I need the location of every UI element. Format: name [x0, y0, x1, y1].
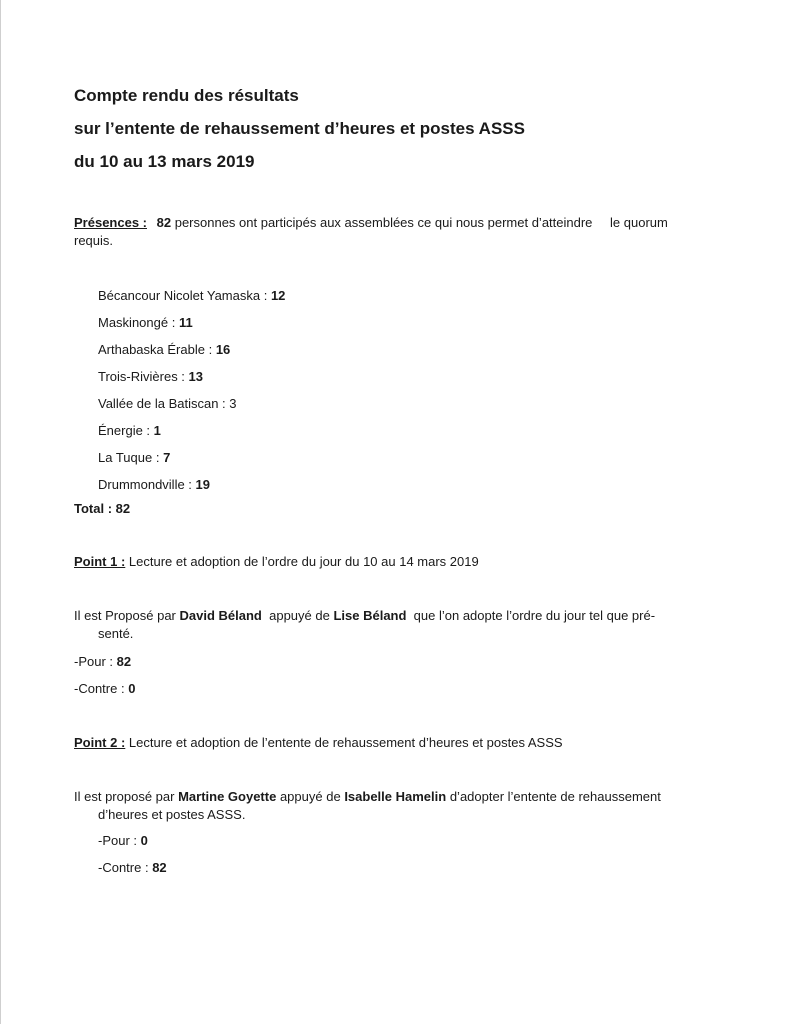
- region-count: 13: [188, 369, 204, 384]
- point-1-heading: [74, 553, 479, 571]
- presences-text-c: requis.: [74, 233, 114, 248]
- pour-value: 82: [116, 654, 132, 669]
- region-count: 11: [178, 315, 193, 330]
- presences-text-a: personnes ont participés aux assemblées ce qui nous permet d’atteindre: [174, 215, 593, 230]
- region-count: 19: [195, 477, 211, 492]
- point-1-label: Point 1 :: [74, 554, 126, 569]
- point-2-label: Point 2 :: [74, 735, 126, 750]
- proposal-2-text-d: d’heures et postes ASSS.: [98, 807, 246, 822]
- contre-label: -Contre :: [74, 681, 125, 696]
- region-name: Bécancour Nicolet Yamaska :: [98, 288, 268, 303]
- pour-label: -Pour :: [98, 833, 138, 848]
- total-line: [74, 500, 130, 518]
- region-name: Vallée de la Batiscan :: [98, 396, 226, 411]
- presences-count: 82: [156, 215, 172, 230]
- proposal-1-text-b: appuyé de: [269, 608, 330, 623]
- region-count: 3: [229, 396, 237, 411]
- region-name: Maskinongé :: [98, 315, 176, 330]
- region-name: La Tuque :: [98, 450, 160, 465]
- region-name: Drummondville :: [98, 477, 192, 492]
- vote-1-pour: [74, 653, 131, 671]
- list-item: [98, 287, 285, 314]
- point-2-proposal: [74, 788, 724, 824]
- list-item: [98, 422, 285, 449]
- contre-label: -Contre :: [98, 860, 149, 875]
- attendance-list: [98, 287, 285, 503]
- seconder-1: Lise Béland: [333, 608, 407, 623]
- title-line-2: sur l’entente de rehaussement d’heures et postes ASSS: [74, 119, 525, 138]
- presences-label: Présences :: [74, 215, 147, 230]
- point-1-proposal: [74, 607, 714, 643]
- proposal-1-text-c: que l’on adopte l’ordre du jour tel que pré-: [413, 608, 656, 623]
- vote-1-contre: [74, 680, 135, 698]
- contre-value: 82: [152, 860, 167, 875]
- region-count: 7: [163, 450, 171, 465]
- point-1-text: Lecture et adoption de l’ordre du jour du 10 au 14 mars 2019: [128, 554, 479, 569]
- proposer-1: David Béland: [179, 608, 262, 623]
- vote-2-pour: [98, 832, 148, 850]
- total-value: 82: [115, 501, 131, 516]
- proposer-2: Martine Goyette: [178, 789, 277, 804]
- list-item: [98, 341, 285, 368]
- list-item: [98, 476, 285, 503]
- point-2-heading: [74, 734, 563, 752]
- total-label: Total :: [74, 501, 113, 516]
- list-item: [98, 395, 285, 422]
- vote-2-contre: [98, 859, 167, 877]
- presences-paragraph: [74, 214, 734, 250]
- proposal-1-text-a: Il est Proposé par: [74, 608, 176, 623]
- proposal-1-text-d: senté.: [98, 626, 134, 641]
- pour-value: 0: [140, 833, 148, 848]
- point-2-text: Lecture et adoption de l’entente de rehaussement d’heures et postes ASSS: [128, 735, 563, 750]
- list-item: [98, 449, 285, 476]
- region-name: Trois-Rivières :: [98, 369, 185, 384]
- proposal-2-text-a: Il est proposé par: [74, 789, 175, 804]
- seconder-2: Isabelle Hamelin: [344, 789, 447, 804]
- region-name: Arthabaska Érable :: [98, 342, 213, 357]
- presences-text-b: le quorum: [610, 215, 668, 230]
- pour-label: -Pour :: [74, 654, 114, 669]
- title-line-1: Compte rendu des résultats: [74, 86, 299, 105]
- contre-value: 0: [128, 681, 136, 696]
- region-count: 12: [270, 288, 286, 303]
- page-edge: [0, 0, 1, 1024]
- list-item: [98, 314, 285, 341]
- proposal-2-text-c: d’adopter l’entente de rehaussement: [449, 789, 661, 804]
- region-count: 16: [215, 342, 231, 357]
- region-name: Énergie :: [98, 423, 151, 438]
- title-line-3: du 10 au 13 mars 2019: [74, 152, 255, 171]
- region-count: 1: [153, 423, 161, 438]
- list-item: [98, 368, 285, 395]
- proposal-2-text-b: appuyé de: [279, 789, 341, 804]
